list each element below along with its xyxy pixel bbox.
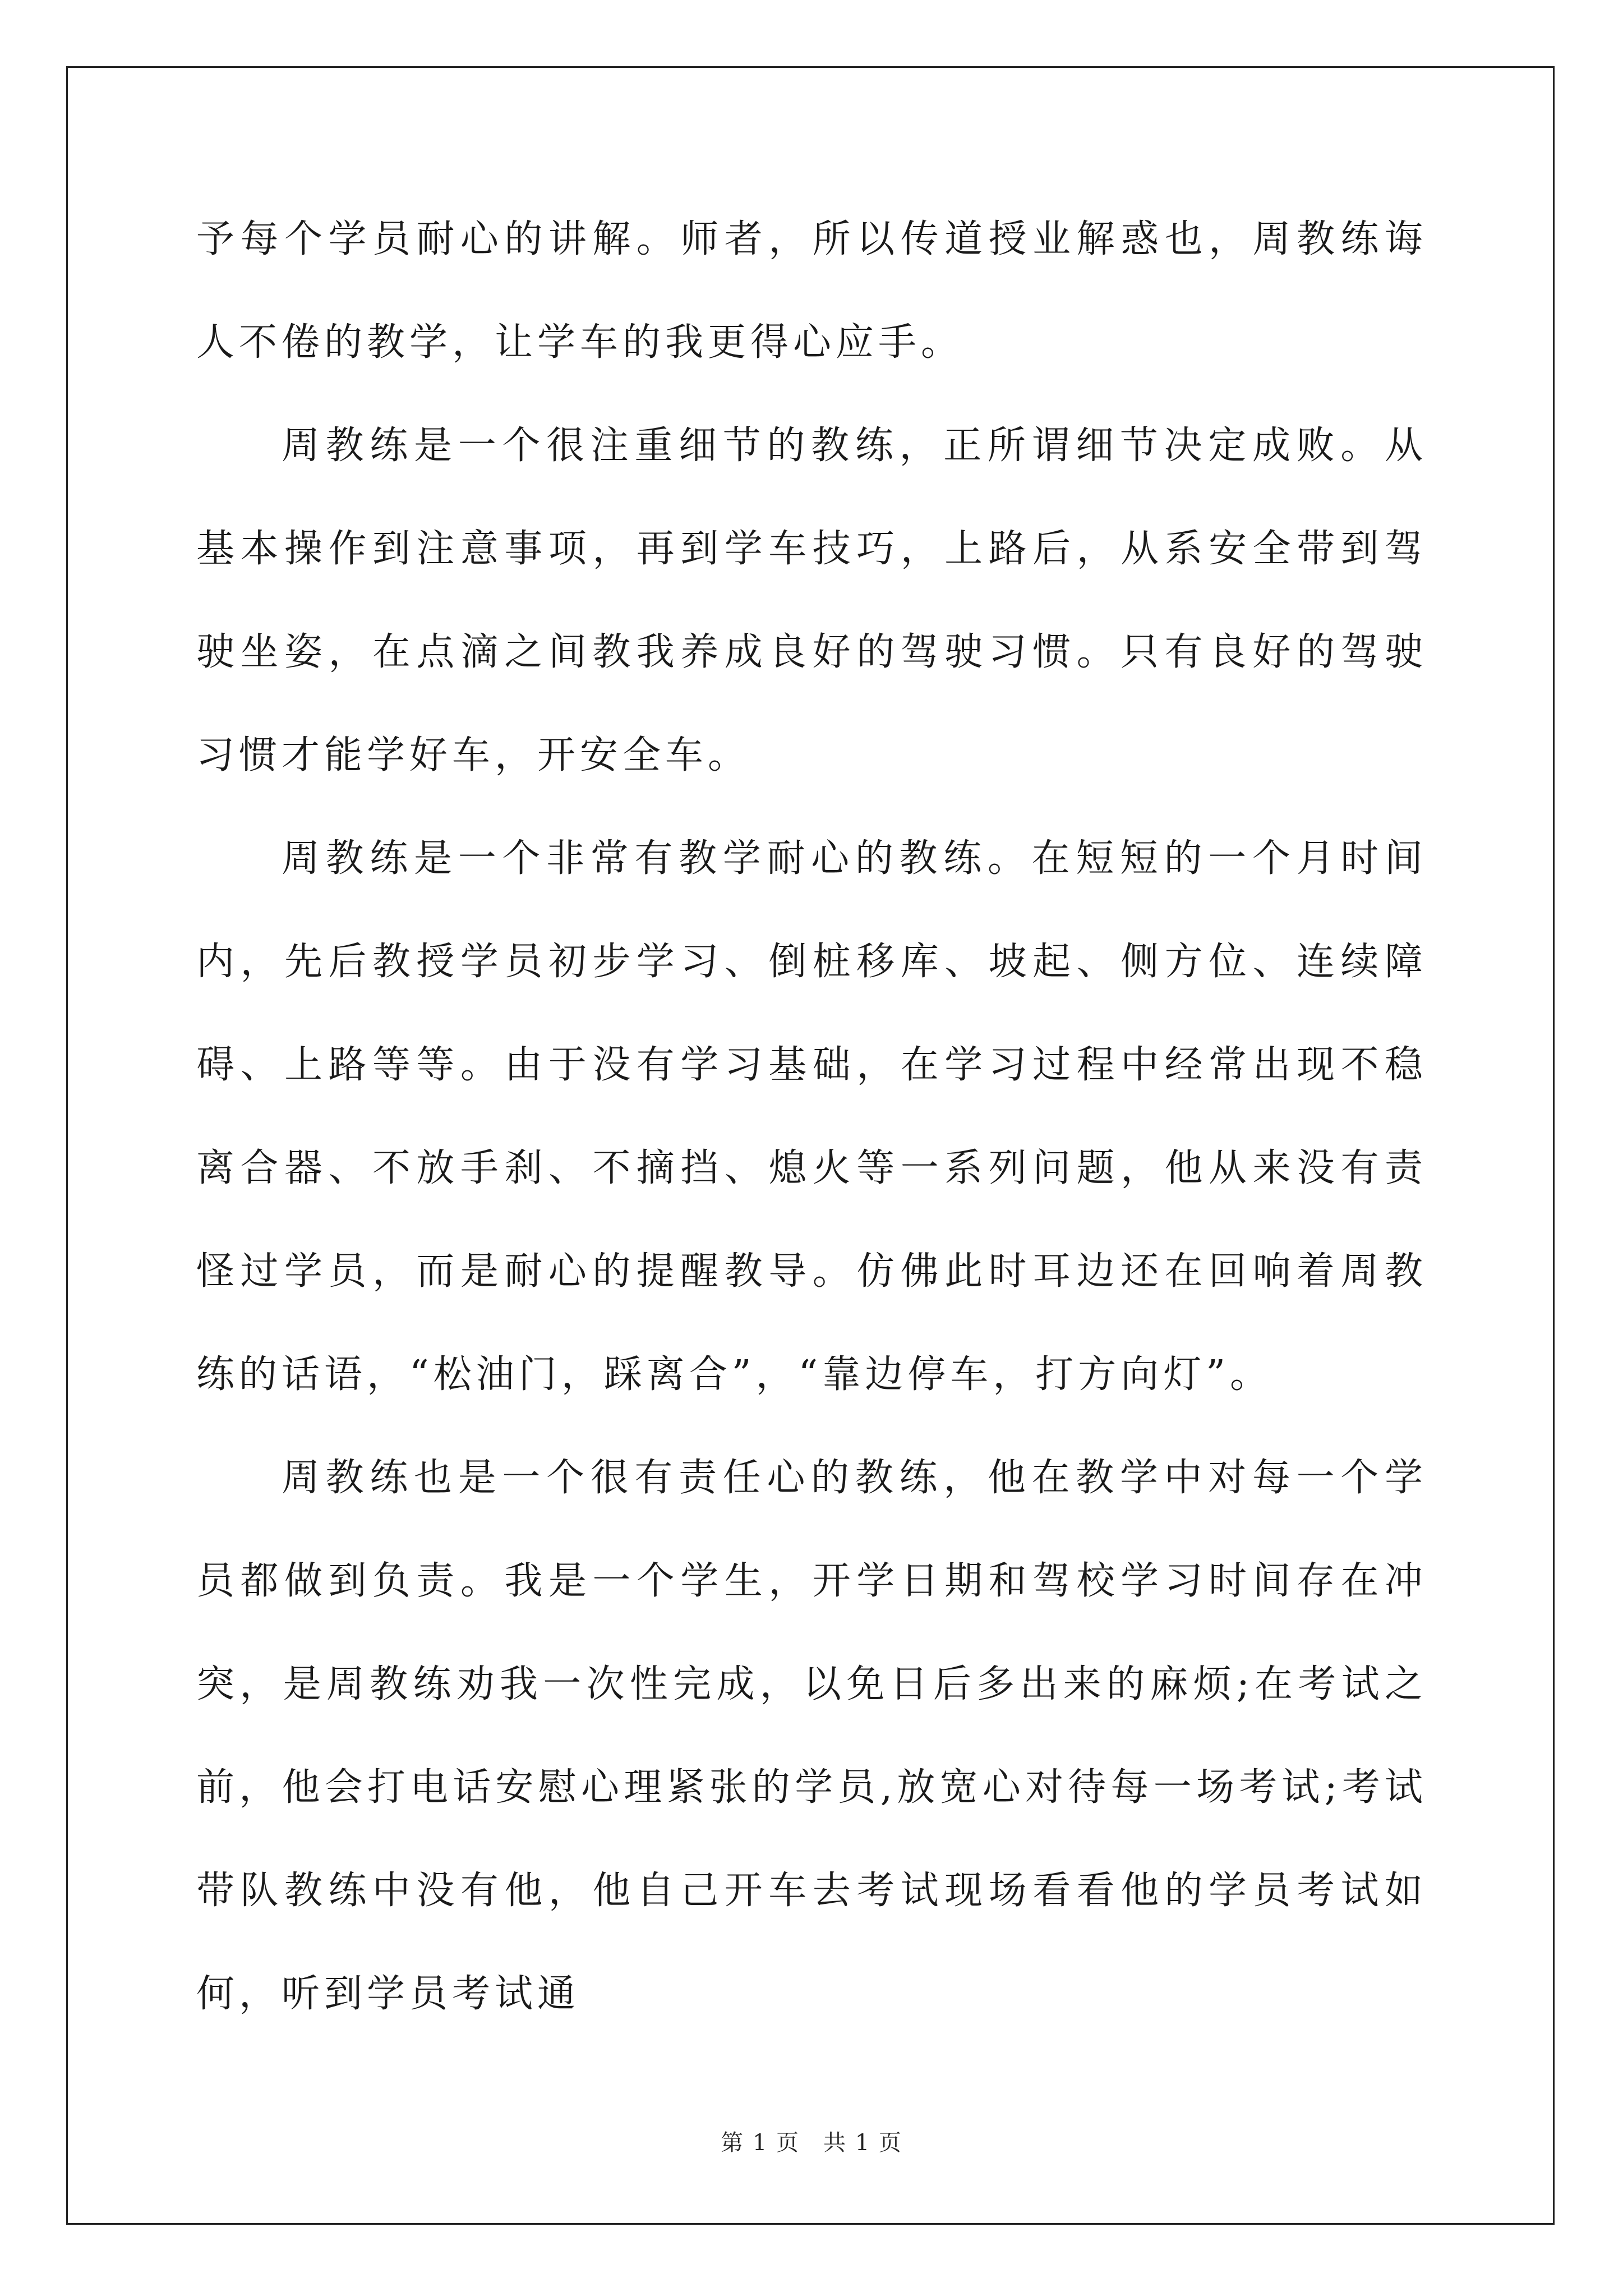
page-footer: 第 1 页 共 1 页: [721, 2130, 902, 2156]
paragraph-2: 周教练是一个很注重细节的教练，正所谓细节决定成败。从基本操作到注意事项，再到学车技巧，上路后，从系安全带到驾驶坐姿，在点滴之间教我养成良好的驾驶习惯。只有良好的驾驶习惯才能学好车，开安全车。: [196, 424, 1427, 777]
paragraph-3: 周教练是一个非常有教学耐心的教练。在短短的一个月时间内，先后教授学员初步学习、倒桩移库、坡起、侧方位、连续障碍、上路等等。由于没有学习基础，在学习过程中经常出现不稳离合器、不放手刹、不摘挡、熄火等一系列问题，他从来没有责怪过学员，而是耐心的提醒教导。仿佛此时耳边还在回响着周教练的话语，“松油门，踩离合”，“靠边停车，打方向灯”。: [196, 836, 1427, 1397]
paragraph-1: 予每个学员耐心的讲解。师者，所以传道授业解惑也，周教练诲人不倦的教学，让学车的我更得心应手。: [196, 217, 1427, 365]
paragraph-4: 周教练也是一个很有责任心的教练，他在教学中对每一个学员都做到负责。我是一个学生，开学日期和驾校学习时间存在冲突，是周教练劝我一次性完成，以免日后多出来的麻烦;在考试之前，他会打电话安慰心理紧张的学员,放宽心对待每一场考试;考试带队教练中没有他，他自己开车去考试现场看看他的学员考试如何，听到学员考试通: [196, 1456, 1427, 2016]
document-body: [196, 188, 1427, 2046]
